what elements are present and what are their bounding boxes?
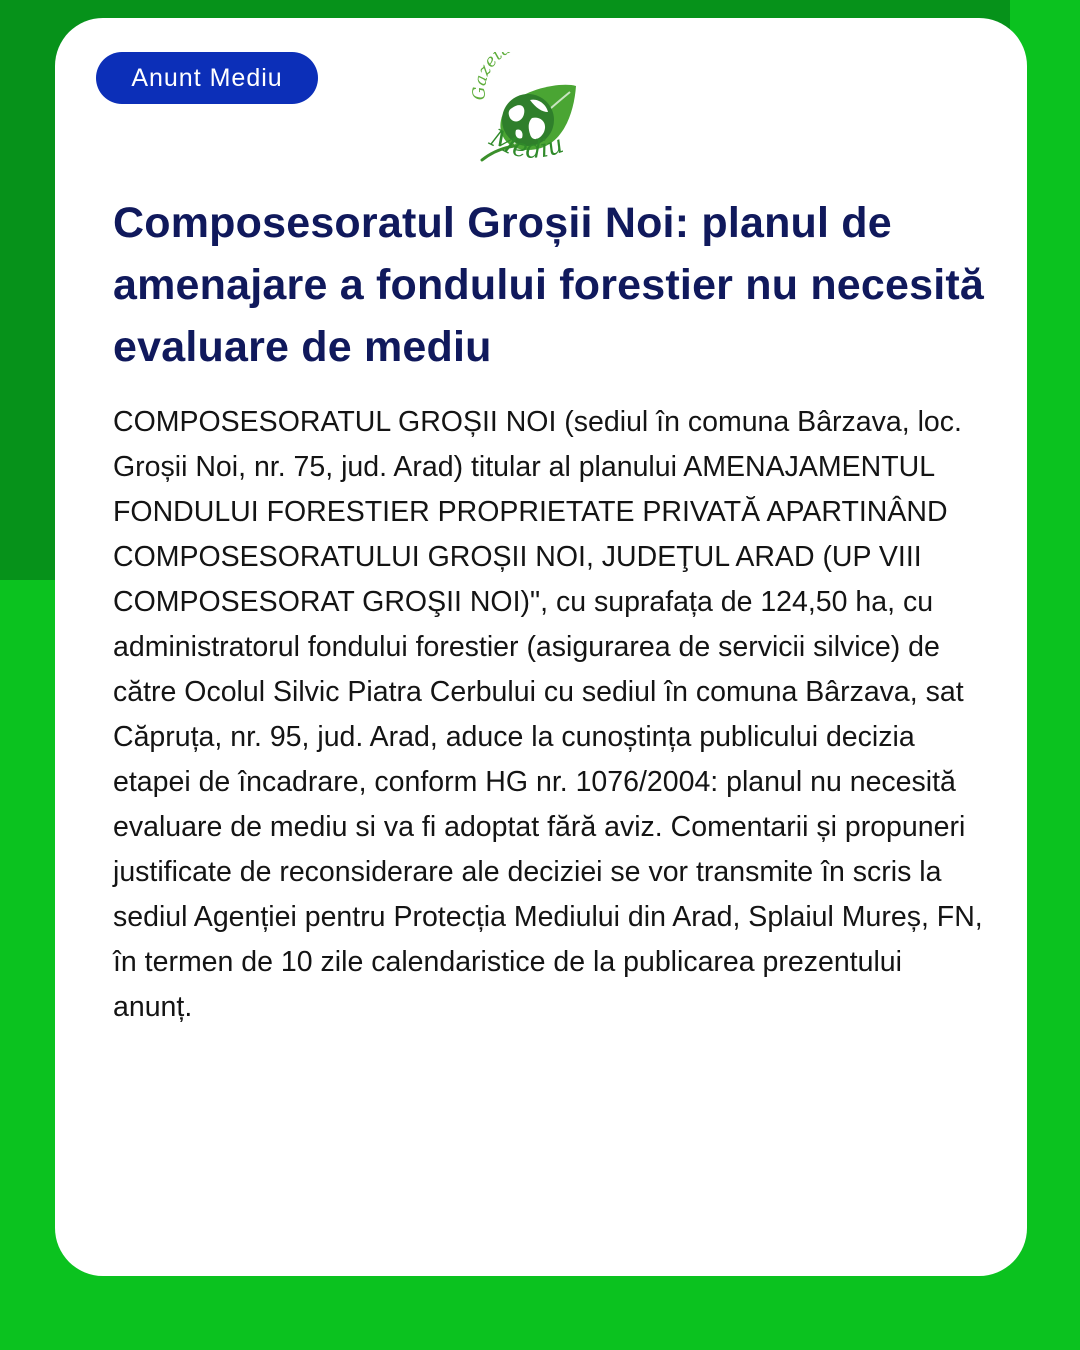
category-badge[interactable]: Anunt Mediu <box>96 52 318 104</box>
logo-text-bottom: Mediu <box>485 122 567 164</box>
article-body: COMPOSESORATUL GROȘII NOI (sediul în comuna Bârzava, loc. Groșii Noi, nr. 75, jud. Arad) titular al planului AMENAJAMENTUL FONDULUI FORESTIER PROPRIETATE PRIVATĂ APARTINÂND COMPOSESORATULUI GROȘII NOI, JUDEŢUL ARAD (UP VIII COMPOSESORAT GROŞII NOI)", cu suprafața de 124,50 ha, cu administratorul fondului forestier (asigurarea de servicii silvice) de către Ocolul Silvic Piatra Cerbului cu sediul în comuna Bârzava, sat Căpruța, nr. 95, jud. Arad, aduce la cunoștința publicului decizia etapei de încadrare, conform HG nr. 1076/2004: planul nu necesită evaluare de mediu si va fi adoptat fără aviz. Comentarii și propuneri justificate de reconsiderare ale deciziei se vor transmite în scris la sediul Agenției pentru Protecția Mediului din Arad, Splaiul Mureș, FN, în termen de 10 zile calendaristice de la publicarea prezentului anunț. <box>113 406 983 1023</box>
logo-text-top: Gazet <box>470 52 507 101</box>
gazeta-de-mediu-logo[interactable] <box>470 52 590 176</box>
article-title: Composesoratul Groșii Noi: planul de amenajare a fondului forestier nu necesită evaluare de mediu <box>113 199 985 371</box>
globe-leaf-icon <box>470 52 590 176</box>
